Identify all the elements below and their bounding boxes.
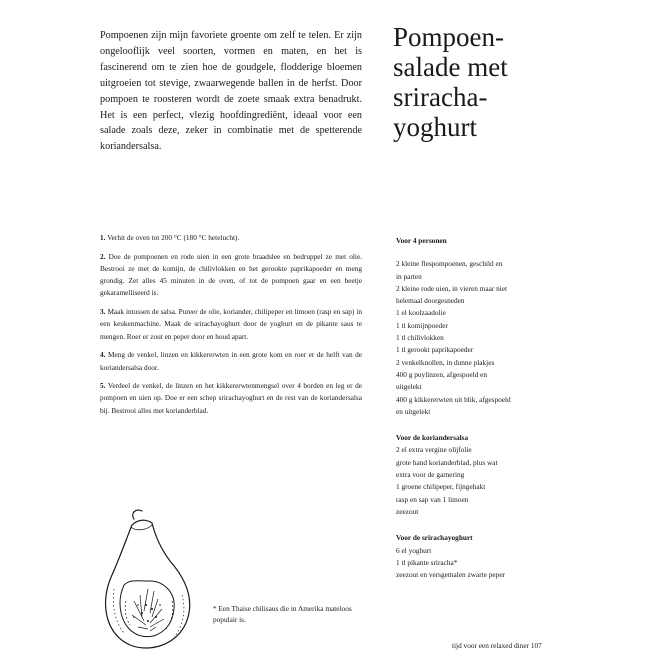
step-number: 4. (100, 350, 106, 360)
servings-heading: Voor 4 personen (396, 236, 447, 245)
ingredient-line: uitgelekt (396, 382, 422, 392)
method-step (100, 251, 362, 300)
ingredient-line: 2 el extra vergine olijfolie (396, 445, 472, 455)
ingredient-line: 1 el koolzaadolie (396, 308, 446, 318)
ingredient-line: 1 tl chilivlokken (396, 333, 444, 343)
ingredient-line: zeezout (396, 506, 419, 516)
page-footer: tijd voor een relaxed diner 107 (452, 641, 542, 650)
step-text: Meng de venkel, linzen en kikkererwten in een grote kom en roer er de helft van de koriandersalsa door. (100, 350, 362, 372)
ingredient-line: 400 g puylinzen, afgespoeld en (396, 369, 487, 379)
ingredient-line: 400 g kikkererwten uit blik, afgespoeld (396, 394, 511, 404)
ingredient-line: in parten (396, 271, 422, 281)
ingredient-line: zeezout en versgemalen zwarte peper (396, 570, 505, 580)
method-step (100, 349, 362, 374)
salsa-heading: Voor de koriandersalsa (396, 433, 469, 443)
ingredients-column (396, 235, 556, 581)
step-text: Verhit de oven tot 200 °C (180 °C hetelucht). (107, 233, 240, 242)
ingredient-line: 2 venkelknollen, in dunne plakjes (396, 357, 495, 367)
squash-illustration (94, 505, 204, 655)
ingredient-line: 6 el yoghurt (396, 545, 432, 555)
yoghurt-heading: Voor de srirachayoghurt (396, 533, 473, 543)
step-text: Doe de pompoenen en rode uien in een grote braadslee en bedruppel ze met olie. Bestrooi ze met de komijn, de chilivlokken en het gerookte paprikapoeder en meng grondig. Zet alles 45 minuten in de oven, of tot de pompoen gaar en een beetje gekaramelliseerd is. (100, 251, 363, 298)
ingredient-line: 1 tl pikante sriracha* (396, 557, 458, 567)
title-line: salade met (393, 52, 508, 82)
ingredient-line: grote hand korianderblad, plus wat (396, 457, 498, 467)
step-number: 3. (100, 307, 106, 317)
step-number: 1. (100, 233, 106, 242)
method-step (100, 306, 362, 343)
footnote: * Een Thaise chilisaus die in Amerika mateloos populair is. (213, 604, 352, 624)
ingredient-line: helemaal doorgesneden (396, 296, 465, 306)
ingredient-line: rasp en sap van 1 limoen (396, 494, 469, 504)
step-text: Maak intussen de salsa. Pureer de olie, koriander, chilipeper en limoen (rasp en sap) in een keukenmachine. Maak de srirachayoghurt door de yoghurt en de pikante saus te mengen. Roer er zout en peper door en houd apart. (100, 307, 362, 341)
method-steps (100, 232, 362, 423)
ingredient-line: en uitgelekt (396, 406, 431, 416)
title-line: Pompoen- (393, 22, 504, 52)
step-number: 5. (100, 381, 106, 391)
title-line: yoghurt (393, 112, 477, 142)
method-step (100, 232, 362, 244)
title-line: sriracha- (393, 82, 488, 112)
ingredient-line: 1 tl gerookt paprikapoeder (396, 345, 474, 355)
ingredient-line: 2 kleine flespompoenen, geschild en (396, 259, 503, 269)
intro-paragraph: Pompoenen zijn mijn favoriete groente om zelf te telen. Er zijn ongelooflijk veel soorten, vormen en maten, en het is fascinerend om te zien hoe de goudgele, flodderige bloemen uitgroeien tot stevige, zwaarwegende ballen in de herfst. Door pompoen te roosteren wordt de zoete smaak extra benadrukt. Het is een perfect, vlezig hoofdingrediënt, ideaal voor een salade zoals deze, zeker in combinatie met de spetterende koriandersalsa. (100, 30, 362, 153)
ingredient-line: 1 tl komijnpoeder (396, 320, 448, 330)
ingredient-line: extra voor de garnering (396, 470, 465, 480)
ingredient-line: 2 kleine rode uien, in vieren maar niet (396, 283, 508, 293)
step-text: Verdeel de venkel, de linzen en het kikkererwtenmengsel over 4 borden en leg er de pompoen en uien op. Doe er een schep srirachayoghurt en de rest van de koriandersalsa bij. Bestrooi alles met korianderblad. (100, 381, 363, 415)
ingredient-line: 1 groene chilipeper, fijngehakt (396, 482, 486, 492)
recipe-title (393, 22, 593, 142)
step-number: 2. (100, 251, 106, 261)
method-step (100, 380, 362, 417)
